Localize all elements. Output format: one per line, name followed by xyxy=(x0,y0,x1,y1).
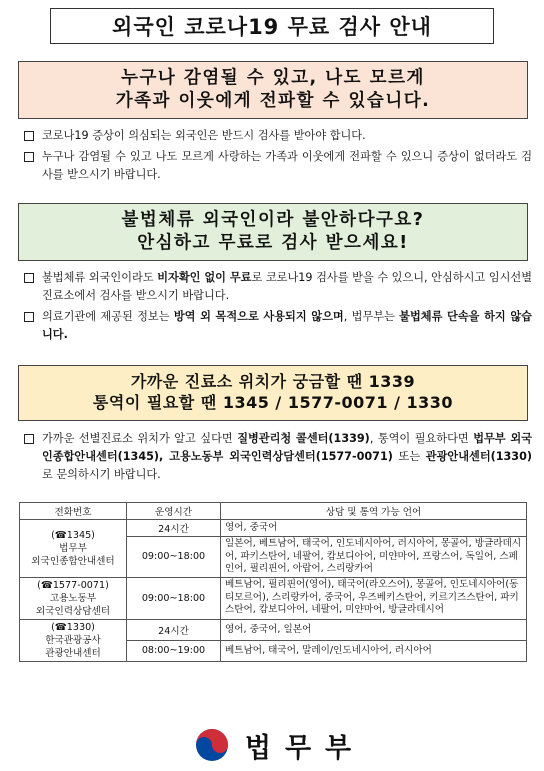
org-name: 고용노동부 xyxy=(49,592,97,604)
checkbox-square-icon xyxy=(24,312,34,322)
emphasis: 비자확인 없이 무료 xyxy=(157,271,252,284)
column-header-phone: 전화번호 xyxy=(20,503,127,520)
column-header-languages: 상담 및 통역 가능 언어 xyxy=(221,503,527,520)
column-header-hours: 운영시간 xyxy=(127,503,221,520)
table-header-row xyxy=(20,503,527,520)
org-cell-tourism xyxy=(20,619,127,661)
list-item-text: 의료기관에 제공된 정보는 방역 외 목적으로 사용되지 않으며, 법무부는 불법체류 단속을 하지 않습니다. xyxy=(42,310,532,341)
table-row xyxy=(20,520,527,537)
footer xyxy=(160,727,400,763)
hours-cell: 09:00~18:00 xyxy=(127,577,221,619)
banner-line: 불법체류 외국인이라 불안하다구요? xyxy=(121,210,425,231)
emphasis: 불법체류 단속을 하지 않습니다. xyxy=(42,310,532,341)
list-item-text: 누구나 감염될 수 있고 나도 모르게 사랑하는 가족과 이웃에게 전파할 수 있으니 증상이 없더라도 검사를 받으시기 바랍니다. xyxy=(42,150,532,181)
taegeuk-emblem-icon xyxy=(195,728,229,762)
checkbox-square-icon xyxy=(24,434,34,444)
org-name: 한국관광공사 xyxy=(45,634,101,646)
section-contact-info xyxy=(24,430,532,487)
hours-cell: 08:00~19:00 xyxy=(127,641,221,661)
emphasis: 관광안내센터(1330) xyxy=(425,450,532,463)
list-item-text: 코로나19 증상이 의심되는 외국인은 반드시 검사를 받아야 합니다. xyxy=(42,129,366,142)
banner-line: 통역이 필요할 땐 1345 / 1577-0071 / 1330 xyxy=(92,393,454,412)
table-row xyxy=(20,619,527,641)
list-item xyxy=(24,308,532,344)
org-cell-immigration xyxy=(20,520,127,578)
languages-cell: 베트남어, 태국어, 말레이/인도네시아어, 러시아어 xyxy=(221,641,527,661)
banner-line: 누구나 감염될 수 있고, 나도 모르게 xyxy=(121,68,425,89)
ministry-name: 법무부 xyxy=(244,732,366,764)
banner-infection-warning xyxy=(18,61,528,119)
banner-line: 가까운 진료소 위치가 궁금할 땐 1339 xyxy=(130,372,416,392)
languages-cell: 영어, 중국어, 일본어 xyxy=(221,619,527,641)
org-name: 외국인종합안내센터 xyxy=(31,555,115,567)
list-item-text: 가까운 선별진료소 위치가 알고 싶다면 질병관리청 콜센터(1339), 통역이 필요하다면 법무부 외국인종합안내센터(1345), 고용노동부 외국인력상담센터(1577-0071) 또는 관광안내센터(1330)로 문의하시기 바랍니다. xyxy=(42,432,533,481)
emphasis: 질병관리청 콜센터(1339) xyxy=(237,432,370,445)
languages-cell: 베트남어, 필리핀어(영어), 태국어(라오스어), 몽골어, 인도네시아어(동티모르어), 스리랑카어, 중국어, 우즈베키스탄어, 키르기즈스탄어, 파키스탄어, 캄보디아어, 네팔어, 미얀마어, 방글라데시어 xyxy=(221,577,527,619)
org-phone: (☎1577-0071) xyxy=(37,579,109,591)
emphasis: 방역 외 목적으로 사용되지 않으며 xyxy=(173,310,344,323)
org-name: 외국인력상담센터 xyxy=(35,605,111,617)
table-row xyxy=(20,577,527,619)
list-item xyxy=(24,148,532,184)
section-free-testing xyxy=(24,269,532,347)
contact-table xyxy=(19,502,527,662)
list-item-text: 불법체류 외국인이라도 비자확인 없이 무료로 코로나19 검사를 받을 수 있으니, 안심하시고 임시선별진료소에서 검사를 받으시기 바랍니다. xyxy=(42,271,533,302)
section-testing-required xyxy=(24,127,532,187)
org-phone: (☎1345) xyxy=(51,529,95,541)
org-phone: (☎1330) xyxy=(51,621,95,633)
banner-undocumented-reassurance xyxy=(18,203,528,261)
banner-hotlines xyxy=(18,365,528,421)
org-name: 관광안내센터 xyxy=(45,647,101,659)
banner-line: 안심하고 무료로 검사 받으세요! xyxy=(137,233,409,253)
org-cell-labor xyxy=(20,577,127,619)
hours-cell: 09:00~18:00 xyxy=(127,537,221,578)
languages-cell: 영어, 중국어 xyxy=(221,520,527,537)
banner-line: 가족과 이웃에게 전파할 수 있습니다. xyxy=(115,91,431,111)
hours-cell: 24시간 xyxy=(127,520,221,537)
list-item xyxy=(24,269,532,305)
emphasis: 법무부 외국인종합안내센터(1345), 고용노동부 외국인력상담센터(1577-0071) xyxy=(42,432,533,463)
checkbox-square-icon xyxy=(24,273,34,283)
page-title: 외국인 코로나19 무료 검사 안내 xyxy=(50,8,494,44)
list-item xyxy=(24,430,532,484)
checkbox-square-icon xyxy=(24,131,34,141)
list-item xyxy=(24,127,532,145)
checkbox-square-icon xyxy=(24,152,34,162)
hours-cell: 24시간 xyxy=(127,619,221,641)
languages-cell: 일본어, 베트남어, 태국어, 인도네시아어, 러시아어, 몽골어, 방글라데시어, 파키스탄어, 네팔어, 캄보디아어, 미얀마어, 프랑스어, 독일어, 스페인어, 필리핀어, 아랍어, 스리랑카어 xyxy=(221,537,527,578)
org-name: 법무부 xyxy=(59,542,87,554)
